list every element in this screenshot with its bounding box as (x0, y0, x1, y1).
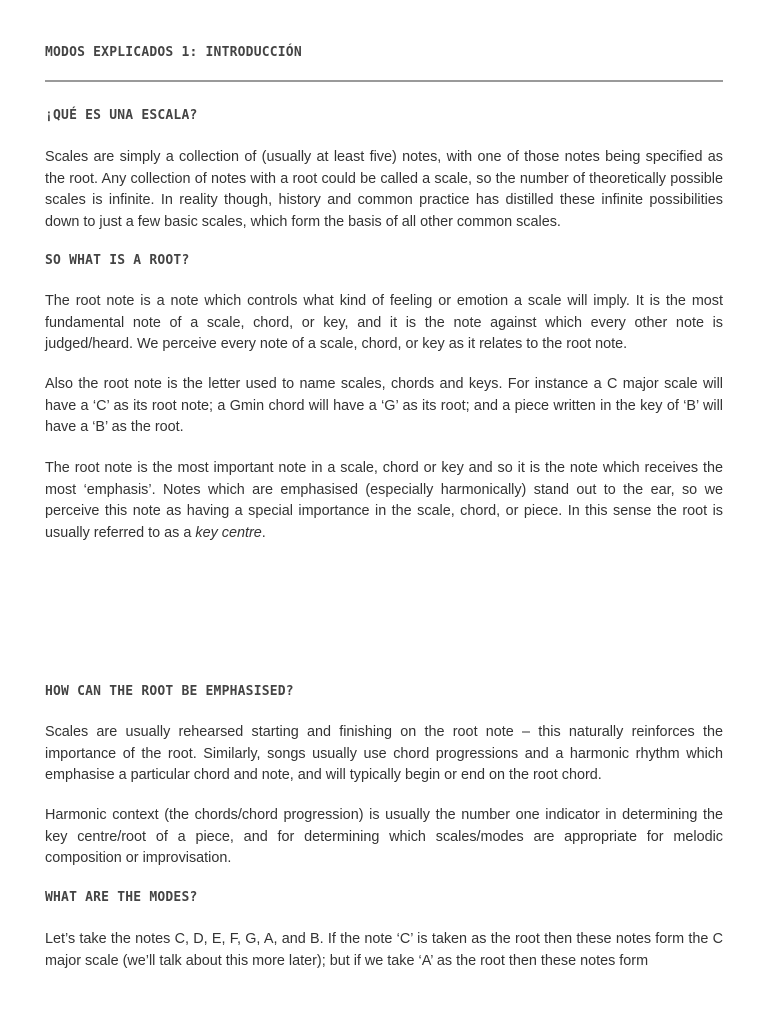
section-heading-what-is-scale: ¡QUÉ ES UNA ESCALA? (45, 108, 198, 123)
paragraph-root-emphasis-tail: . (261, 524, 266, 541)
paragraph-scales-definition: Scales are simply a collection of (usually at least five) notes, with one of those notes being specified as the root. Any collection of notes with a root could be called a scale, so the number of theoretically possible scales is infinite. In reality though, history and common practice has distilled these infinite possibilities down to just a few basic scales, which form the basis of all other common scales. (45, 149, 723, 230)
paragraph-modes-intro: Let’s take the notes C, D, E, F, G, A, and B. If the note ‘C’ is taken as the root then these notes form the C major scale (we’ll talk about this more later); but if we take ‘A’ as the root then these notes form (45, 931, 723, 969)
paragraph-root-emphasis-text: The root note is the most important note in a scale, chord or key and so it is the note which receives the most ‘emphasis’. Notes which are emphasised (especially harmonically) stand out to the ear, so we perceive this note as having a special importance in the scale, chord, or piece. In this sense the root is usually referred to as a (45, 460, 723, 541)
paragraph-root-emphasis (45, 458, 723, 544)
section-heading-root-emphasised: HOW CAN THE ROOT BE EMPHASISED? (45, 684, 294, 699)
document-title: MODOS EXPLICADOS 1: INTRODUCCIÓN (45, 45, 302, 60)
title-divider (45, 80, 723, 82)
paragraph-scales-rehearsed: Scales are usually rehearsed starting and finishing on the root note – this naturally reinforces the importance of the root. Similarly, songs usually use chord progressions and a harmonic rhythm which emphasise a particular chord and note, and will typically begin or end on the root chord. (45, 724, 723, 784)
paragraph-harmonic-context: Harmonic context (the chords/chord progression) is usually the number one indicator in determining the key centre/root of a piece, and for determining which scales/modes are appropriate for melodic composition or improvisation. (45, 807, 723, 867)
key-centre-term: key centre (195, 524, 262, 541)
paragraph-root-naming: Also the root note is the letter used to name scales, chords and keys. For instance a C major scale will have a ‘C’ as its root note; a Gmin chord will have a ‘G’ as its root; and a piece written in the key of ‘B’ will have a ‘B’ as the root. (45, 376, 723, 436)
section-heading-what-is-root: SO WHAT IS A ROOT? (45, 253, 190, 268)
section-heading-what-are-modes: WHAT ARE THE MODES? (45, 890, 198, 905)
paragraph-root-note: The root note is a note which controls what kind of feeling or emotion a scale will imply. It is the most fundamental note of a scale, chord, or key, and it is the note against which every other note is judged/heard. We perceive every note of a scale, chord, or key as it relates to the root note. (45, 293, 723, 353)
